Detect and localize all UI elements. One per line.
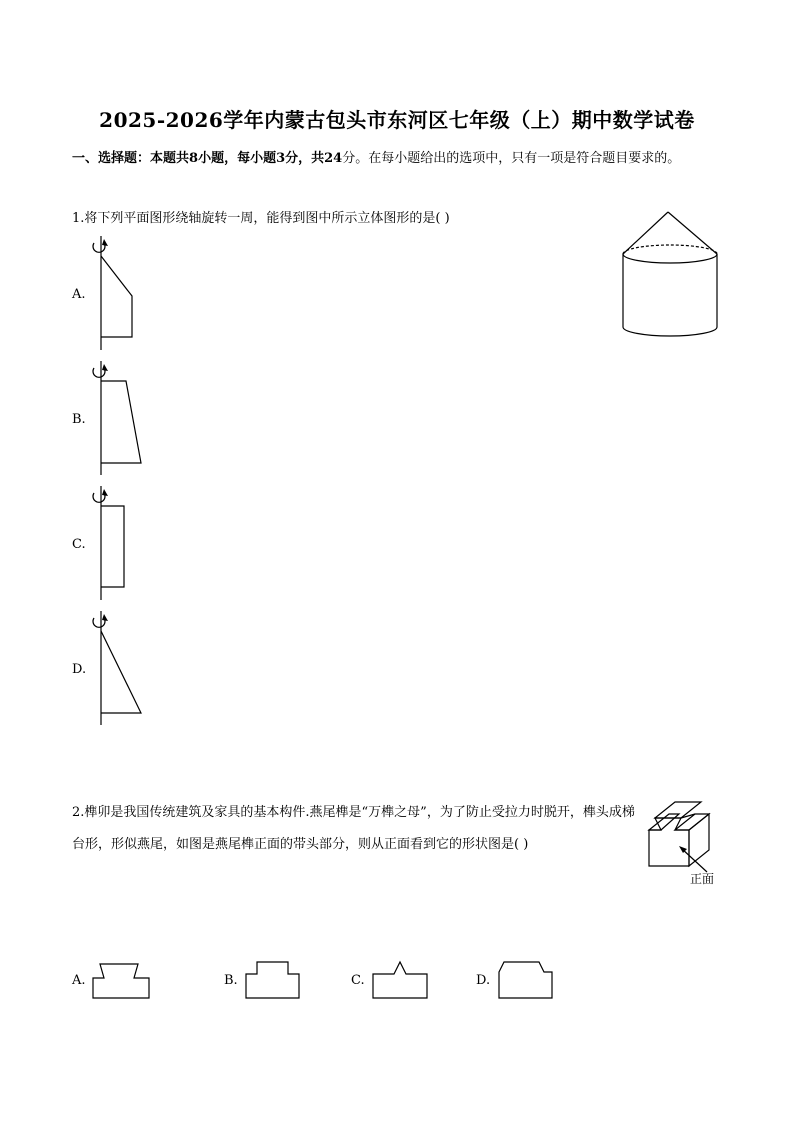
- q2-option-c-label: C.: [351, 973, 365, 988]
- q2-option-d-label: D.: [476, 973, 491, 988]
- question-count: 8: [189, 151, 199, 166]
- total-points: 24: [324, 151, 343, 166]
- q1-option-a-label: A.: [72, 287, 86, 302]
- solid-figure-cone-cylinder: [620, 210, 720, 340]
- question-1-text: 1.将下列平面图形绕轴旋转一周，能得到图中所示立体图形的是( ): [72, 211, 450, 226]
- q1-option-a-figure: [90, 236, 140, 352]
- q2-option-b-figure: [243, 960, 307, 1004]
- points-per-question: 3: [276, 151, 286, 166]
- q2-option-d-figure: [496, 960, 560, 1004]
- page-title: 2025-2026学年内蒙古包头市东河区七年级（上）期中数学试卷: [99, 108, 695, 132]
- question-2-text: 2.榫卯是我国传统建筑及家具的基本构件.燕尾榫是“万榫之母”，为了防止受拉力时脱开，榫头成梯台形，形似燕尾，如图是燕尾榫正面的带头部分，则从正面看到它的形状图是( ): [72, 805, 635, 852]
- q2-option-a-label: A.: [72, 973, 86, 988]
- section-instructions: [72, 144, 732, 174]
- q2-option-a-figure: [90, 960, 154, 1004]
- section-mid-2: 分，共: [285, 151, 325, 166]
- q2-option-b-label: B.: [224, 973, 238, 988]
- q1-option-c-figure: [90, 486, 140, 602]
- front-view-label: 正面: [690, 872, 715, 886]
- section-heading: 一、选择题：本题共: [72, 151, 190, 166]
- q2-option-c-figure: [370, 960, 434, 1004]
- q1-option-b-figure: [90, 361, 150, 477]
- section-tail: 分。在每小题给出的选项中，只有一项是符合题目要求的。: [342, 151, 681, 166]
- q1-option-d-figure: [90, 611, 150, 727]
- section-mid-1: 小题，每小题: [198, 151, 277, 166]
- q1-option-d-label: D.: [72, 662, 87, 677]
- q1-option-c-label: C.: [72, 537, 86, 552]
- q1-option-b-label: B.: [72, 412, 86, 427]
